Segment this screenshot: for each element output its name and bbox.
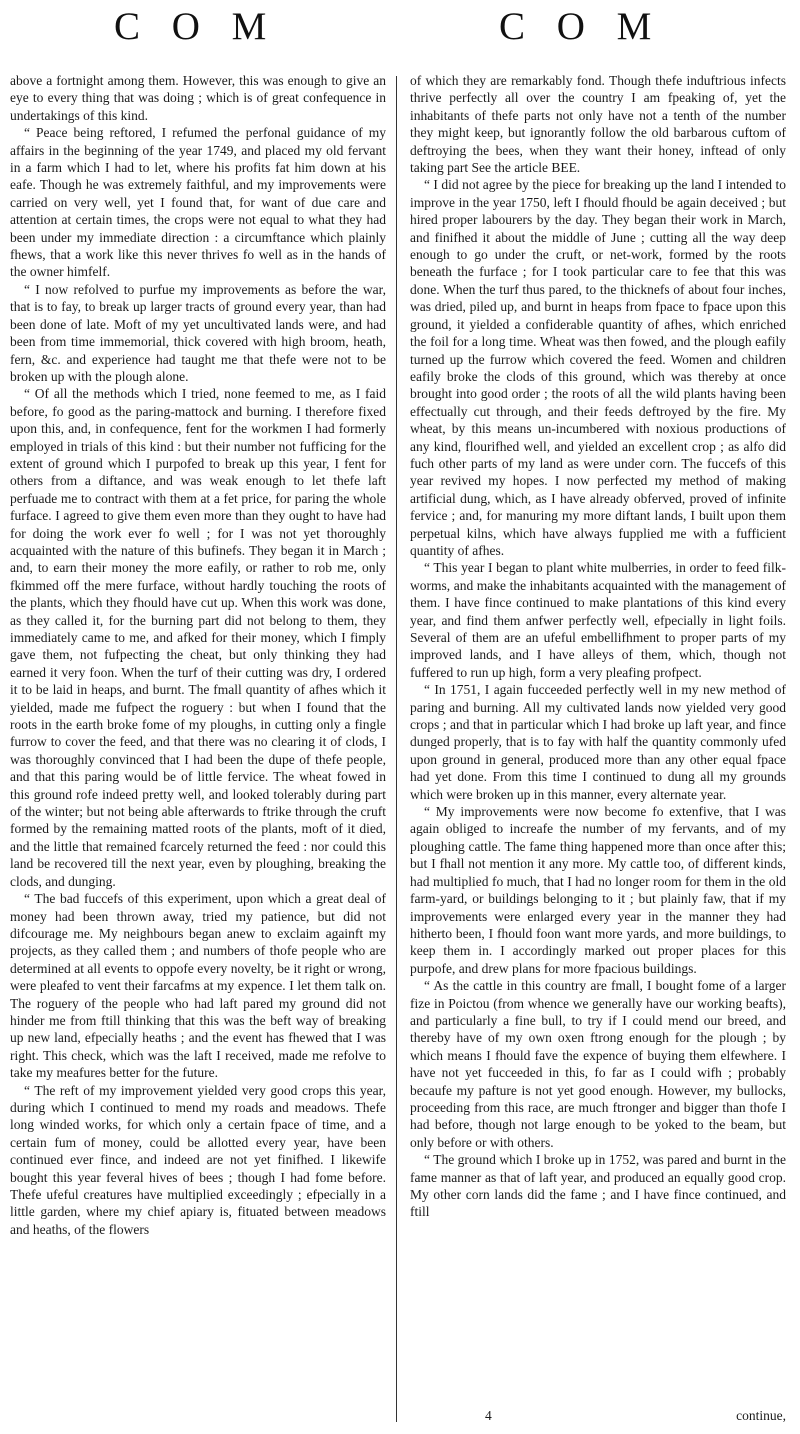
paragraph: “ The ground which I broke up in 1752, was pared and burnt in the fame manner as that of laft year, and produced an equally good crop. My other corn lands did the fame ; and I have fince continued, and ftill [410,1152,786,1220]
paragraph: “ I now refolved to purfue my improvements as before the war, that is to fay, to break up larger tracts of ground every year, than had been done of late. Moft of my yet uncultivated lands were, and had been from time immemorial, thick covered with high broom, heath, fern, &c. and experience had taught me that thefe were not to be broken up with the plough alone. [10,281,386,384]
catchword: continue, [736,1408,786,1423]
running-head-left: C O M [114,5,278,48]
left-column [10,72,386,1238]
running-head [0,4,800,48]
paragraph: “ The reft of my improvement yielded very good crops this year, during which I continued to mend my roads and meadows. Thefe long winded works, for which only a certain fpace of time, and a certain fum of money, could be allotted every year, have been continued ever fince, and indeed are not yet finifhed. I likewife bought this year feveral hives of bees ; though I had fome before. Thefe ufeful creatures have multiplied exceedingly ; efpecially in a little garden, where my chief apiary is, fituated between meadows and heaths, of the flowers [10,1082,386,1237]
column-divider [396,76,397,1422]
paragraph: “ Peace being reftored, I refumed the perfonal guidance of my affairs in the beginning of the year 1749, and placed my old fervant in a farm which I had to let, where his profits fat him down at his eafe. Though he was extremely faithful, and my improvements were carried on very well, yet I found that, for want of due care and attention at certain times, the crops were not equal to what they had been under my immediate direction : a circumftance which plainly fhews, that a work like this never thrives fo well as in the hands of the owner himfelf. [10,125,386,280]
paragraph: “ This year I began to plant white mulberries, in order to feed filk-worms, and make the inhabitants acquainted with the management of them. I have fince continued to make plantations of this kind every year, and find them anfwer perfectly well, efpecially in light foils. Several of them are an ufeful embellifhment to proper parts of my improved lands, and I have alleys of them, which, though not fuffered to run up high, form a very pleafing profpect. [410,560,786,680]
paragraph: “ In 1751, I again fucceeded perfectly well in my new method of paring and burning. All my cultivated lands now yielded very good crops ; and that in particular which I had broke up laft year, and fince dunged properly, that is to fay with half the quantity commonly ufed upon ground in general, produced more than any other equal fpace had yet done. From this time I continued to dung all my grounds which were broken up in this manner, every alternate year. [410,682,786,802]
paragraph: “ The bad fuccefs of this experiment, upon which a great deal of money had been thrown away, tried my patience, but did not difcourage me. My neighbours began anew to exclaim againft my projects, as they called them ; and numbers of thofe people who are determined at all events to oppofe every novelty, be it right or wrong, were pleafed to vent their farcafms at my expence. I let them talk on. The roguery of the people who had laft pared my ground did not hinder me from ftill thinking that this was the beft way of breaking up new land, efpecially heaths ; and the event has fhewed that I was right. This check, which was the laft I received, made me refolve to take my meafures better for the future. [10,891,386,1081]
signature-mark: 4 [485,1408,492,1423]
running-head-right: C O M [499,5,663,48]
paragraph: “ As the cattle in this country are fmall, I bought fome of a larger fize in Poictou (from whence we generally have our working beafts), and particularly a fine bull, to try if I could mend our breed, and thereby have of my own oxen ftrong enough for the plough ; by which means I fhould fave the expence of buying them elfewhere. I have not yet fucceeded in this, fo far as I could wifh ; probably becaufe my pafture is not yet good enough. However, my bullocks, proceeding from this race, are much ftronger and bigger than thofe I had before, though not large enough to be yoked to the beam, but only before or with others. [410,978,786,1150]
paragraph: “ Of all the methods which I tried, none feemed to me, as I faid before, fo good as the paring-mattock and burning. I therefore fixed upon this, and, in confequence, fent for the workmen I had formerly employed in trials of this kind : but their number not fufficing for the extent of ground which I purpofed to break up this year, I fent for others from a diftance, and was weak enough to let thefe laft perfuade me to contract with them at a fet price, for paring the whole furface. I agreed to give them even more than they ought to have had for doing the work ever fo well ; for I was not yet thoroughly acquainted with the nature of this bufinefs. They began it in March ; and, to earn their money the more eafily, or rather to rob me, only fkimmed off the mere furface, without hardly touching the roots of the plants, which they fhould have cut up. When this work was done, as they called it, for the burning part did not belong to them, they immediately came to me, and afked for their money, which I fimply gave them, not fufpecting the cheat, but only thinking they had earned it very foon. When the turf of their cutting was dry, I ordered it to be laid in heaps, and burnt. The fmall quantity of afhes which it yielded, made me fufpect the roguery : but when I found that the roots in the earth broke fome of my ploughs, in cutting only a fingle furrow to cover the feed, and that there was no clearing it of clods, I was thoroughly convinced that I had been the dupe of thefe people, and that this paring would be of little fervice. The wheat fowed in this ground rofe indeed pretty well, and looked tolerably during part of the winter; but not being able afterwards to ftrike through the cruft formed by the remaining matted roots of the plants, moft of it died, and the little that remained fcarcely returned the feed : nor could this land be recovered till the next year, even by ploughing, breaking the clods, and dunging. [10,386,386,889]
paragraph: “ My improvements were now become fo extenfive, that I was again obliged to increafe the number of my fervants, and of my ploughing cattle. The fame thing happened more than once after this; but I fhall not mention it any more. My cattle too, of different kinds, had multiplied fo much, that I had no longer room for them in the old farm-yard, or buildings belonging to it ; but plainly faw, that if my improvements were enlarged every year in the manner they had hitherto been, I fhould foon want more yards, and more buildings, to keep them in. I accordingly marked out proper places for this purpofe, and drew plans for more fpacious buildings. [410,804,786,976]
paragraph: “ I did not agree by the piece for breaking up the land I intended to improve in the year 1750, left I fhould fhould be again deceived ; but hired proper labourers by the day. They began their work in March, and finifhed it about the middle of June ; cutting all the way deep enough to go under the cruft, or net-work, formed by the roots beneath the furface ; for I took particular care to fee that this was done. When the turf thus pared, to the thicknefs of about four inches, was dried, piled up, and burnt in heaps from fpace to fpace upon this ground, it yielded a confiderable quantity of afhes, which enriched the foil for a long time. Wheat was then fowed, and the plough eafily turned up the furrow which covered the feed. Women and children eafily broke the clods of this ground, which was thereby at once brought into good order ; the roots of all the wild plants having been effectually cut through, and their feeds deftroyed by the fire. My wheat, by this means un-incumbered with noxious productions of any kind, flourifhed well, and yielded an excellent crop ; as alfo did fuch other parts of my land as were under corn. The fuccefs of this year revived my hopes. I now perfected my method of making artificial dung, which, as I have already obferved, proved of infinite fervice ; and, for manuring my more diftant lands, I built upon them perpetual kilns, which have always fupplied me with a fufficient quantity of afhes. [410,177,786,558]
paragraph: of which they are remarkably fond. Though thefe induftrious infects thrive perfectly all over the country I am fpeaking of, yet the inhabitants of thefe parts not only have not a tenth of the number they might keep, but ignorantly follow the old barbarous cuftom of deftroying the bees, when they want their honey, inftead of only taking part See the article BEE. [410,73,786,176]
paragraph: above a fortnight among them. However, this was enough to give an eye to every thing that was doing ; which is of great confequence in undertakings of this kind. [10,73,386,123]
page-footer [410,1408,786,1428]
right-column [410,72,786,1221]
